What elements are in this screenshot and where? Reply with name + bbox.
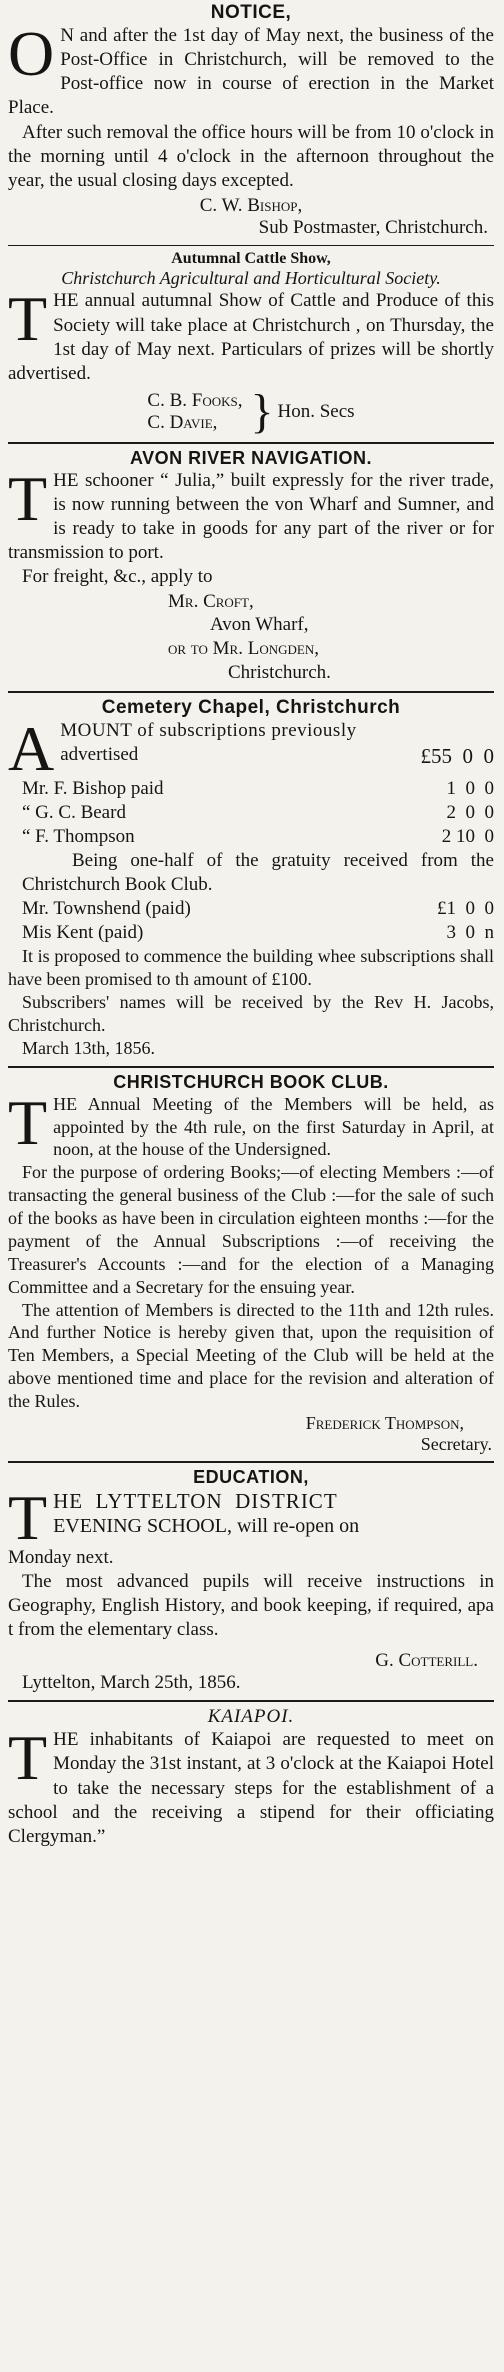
divider (8, 691, 494, 693)
cemetery-previous-amount: £55 0 0 (420, 743, 494, 768)
subscription-amount: 2 0 0 (446, 801, 494, 823)
divider (8, 1066, 494, 1068)
subscriber-name: “ G. C. Beard (22, 801, 126, 823)
subscription-amount: 2 10 0 (441, 825, 494, 847)
cemetery-line-1: MOUNT of subscriptions previously (60, 719, 357, 741)
notice-paragraph-2: After such removal the office hours will be from 10 o'clock in the morning until 4 o'clock in the afternoon throughout the year, the usual closing days excepted. (8, 121, 494, 191)
bookclub-signature-name: Frederick Thompson, (305, 1412, 464, 1433)
education-line-3: Monday next. (8, 1546, 114, 1568)
cemetery-title: Cemetery Chapel, Christchurch (101, 696, 401, 718)
cemetery-date: March 13th, 1856. (22, 1037, 155, 1058)
bookclub-paragraph-1: HE Annual Meeting of the Members will be held, as appointed by the 4th rule, on the first Saturday in April, at noon, at the house of the Undersigned. (53, 1093, 494, 1160)
bookclub-signature-title: Secretary. (420, 1433, 492, 1454)
cattle-signature-2: C. Davie, (147, 411, 218, 433)
brace-icon: } (250, 384, 274, 438)
education-line-1: HE LYTTELTON DISTRICT (53, 1488, 338, 1513)
subscriber-name: “ F. Thompson (22, 825, 135, 847)
cattle-dropcap: T (8, 283, 48, 355)
subscription-row (22, 825, 494, 849)
avon-contact-4: Christchurch. (228, 661, 331, 683)
avon-river-ad (8, 448, 494, 685)
notice-signature-title: Sub Postmaster, Christchurch. (258, 216, 488, 238)
bookclub-title: CHRISTCHURCH BOOK CLUB. (113, 1071, 389, 1092)
divider (8, 442, 494, 444)
cemetery-dropcap: A (8, 712, 55, 784)
avon-contact-3: or to Mr. Longden, (168, 638, 319, 660)
bookclub-paragraph-2: For the purpose of ordering Books;—of electing Members :—of transacting the general business of the Club :—for the sale of such of the books as have been in circulation eighteen months :—for the payment of the Annual Subscriptions :—of receiving the Treasurer's Accounts :—and for the election of a Managing Committee and a Secretary for the ensuing year. (8, 1162, 494, 1297)
kaiapoi-title: KAIAPOI. (207, 1706, 295, 1728)
avon-contact-1: Mr. Croft, (168, 590, 254, 612)
subscription-row (22, 801, 494, 825)
avon-contact-2: Avon Wharf, (210, 614, 309, 636)
avon-paragraph: HE schooner “ Julia,” built expressly for the river trade, is now running between the von Wharf and Sumner, and is ready to take in goods for any part of the river or for transmission to port. (8, 469, 494, 564)
subscription-amount: £1 0 0 (437, 898, 494, 920)
subscription-amount: 3 0 n (446, 922, 494, 944)
education-title: EDUCATION, (193, 1466, 309, 1487)
subscription-amount: 1 0 0 (446, 777, 494, 799)
subscriber-name: Mis Kent (paid) (22, 922, 144, 944)
cattle-hon-secs: Hon. Secs (277, 400, 355, 422)
cemetery-paragraph-3: Subscribers' names will be received by the Rev H. Jacobs, Christchurch. (8, 992, 494, 1036)
cattle-title: Autumnal Cattle Show, (171, 249, 331, 267)
newspaper-column (0, 2, 504, 2372)
cattle-show-ad (8, 250, 494, 436)
avon-title: AVON RIVER NAVIGATION. (129, 447, 372, 468)
notice-signature-name: C. W. Bishop, (199, 194, 303, 216)
cattle-signature-1: C. B. Fooks, (147, 389, 243, 411)
cemetery-note: Being one-half of the gratuity received from the Christchurch Book Club. (22, 849, 494, 896)
divider (8, 1700, 494, 1702)
education-signature: G. Cotterill. (375, 1650, 478, 1672)
bookclub-paragraph-3: The attention of Members is directed to the 11th and 12th rules. And further Notice is hereby given that, upon the requisition of Ten Members, a Special Meeting of the Club will be held at the above mentioned time and place for the revision and alteration of the Rules. (8, 1299, 494, 1411)
subscriber-name: Mr. Townshend (paid) (22, 898, 191, 920)
avon-dropcap: T (8, 462, 48, 534)
cemetery-paragraph-2: It is proposed to commence the building whee subscriptions shall have been promised to th amount of £100. (8, 946, 494, 990)
notice-title: NOTICE, (210, 2, 292, 23)
cattle-signatures (8, 384, 494, 438)
subscription-row (22, 897, 494, 921)
education-line-2: EVENING SCHOOL, will re-open on (53, 1515, 360, 1538)
kaiapoi-paragraph: HE inhabitants of Kaiapoi are requested to meet on Monday the 31st instant, at 3 o'clock at the Kaiapoi Hotel to take the necessary steps for the establishment of a school and the receiving a stipend for their officiating Clergyman.” (8, 1729, 494, 1847)
bookclub-dropcap: T (8, 1086, 48, 1158)
education-dropcap: T (8, 1481, 48, 1553)
subscription-row (22, 921, 494, 945)
avon-apply: For freight, &c., apply to (22, 566, 213, 588)
education-date: Lyttelton, March 25th, 1856. (22, 1672, 241, 1694)
subscription-row (22, 777, 494, 801)
divider (8, 245, 494, 246)
cattle-paragraph: HE annual autumnal Show of Cattle and Produce of this Society will take place at Christchurch , on Thursday, the 1st day of May next. Particulars of prizes will be shortly advertised. (8, 290, 494, 384)
notice-ad (8, 2, 494, 239)
book-club-ad (8, 1072, 494, 1455)
notice-paragraph-1: N and after the 1st day of May next, the business of the Post-Office in Christchurch, will be removed to the Post-office now in course of erection in the Market Place. (8, 25, 494, 119)
divider (8, 1461, 494, 1463)
cattle-society: Christchurch Agricultural and Horticultural Society. (61, 267, 441, 288)
notice-dropcap: O (8, 18, 55, 89)
cemetery-chapel-ad (8, 697, 494, 1060)
kaiapoi-dropcap: T (8, 1722, 48, 1794)
kaiapoi-ad (8, 1706, 494, 1849)
cemetery-line-2: advertised (60, 743, 139, 765)
education-ad (8, 1467, 494, 1695)
education-paragraph-2: The most advanced pupils will receive instructions in Geography, English History, and book keeping, if required, apa t from the elementary class. (8, 1570, 494, 1641)
subscriber-name: Mr. F. Bishop paid (22, 777, 164, 799)
